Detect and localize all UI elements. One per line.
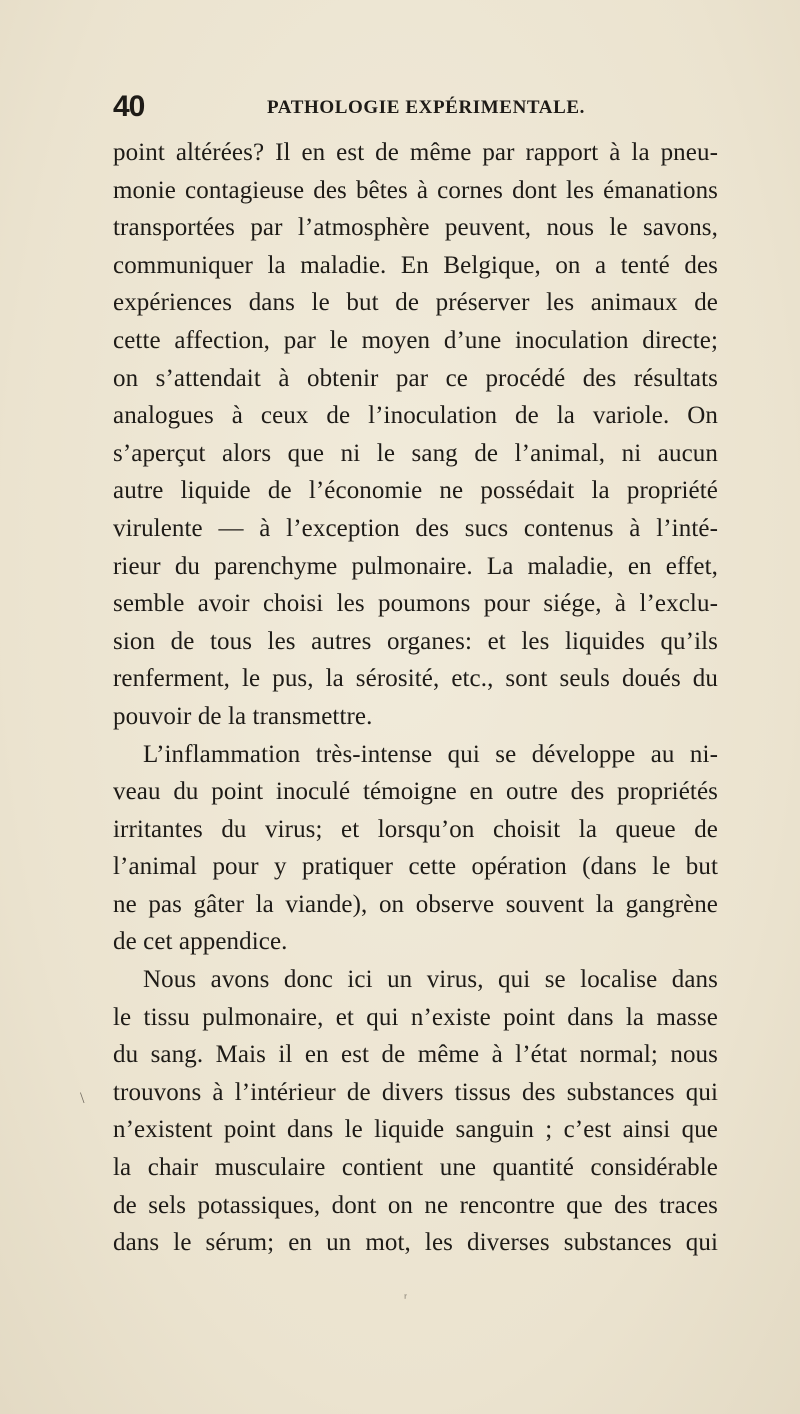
text-line: renferment, le pus, la sérosité, etc., sont seuls doués du xyxy=(113,665,718,693)
text-line: rieur du parenchyme pulmonaire. La maladie, en effet, xyxy=(113,552,718,580)
text-line: trouvons à l’intérieur de divers tissus des substances qui xyxy=(113,1078,718,1106)
text-line: le tissu pulmonaire, et qui n’existe point dans la masse xyxy=(113,1003,718,1031)
text-line: pouvoir de la transmettre. xyxy=(113,702,373,730)
running-title: PATHOLOGIE EXPÉRIMENTALE. xyxy=(267,97,585,118)
margin-speck: \ xyxy=(80,1090,85,1107)
text-line: analogues à ceux de l’inoculation de la variole. On xyxy=(113,402,718,430)
text-line: point altérées? Il en est de même par rapport à la pneu- xyxy=(113,139,718,166)
text-line: la chair musculaire contient une quantité considérable xyxy=(113,1154,718,1182)
text-line: on s’attendait à obtenir par ce procédé des résultats xyxy=(113,364,718,392)
text-line: monie contagieuse des bêtes à cornes dont les émanations xyxy=(113,176,718,204)
text-line: s’aperçut alors que ni le sang de l’animal, ni aucun xyxy=(113,439,718,467)
text-line: sion de tous les autres organes: et les liquides qu’ils xyxy=(113,627,718,655)
bottom-speck: ʳ xyxy=(404,1290,407,1305)
body-text xyxy=(113,134,718,1262)
text-line: Nous avons donc ici un virus, qui se localise dans xyxy=(143,966,718,994)
text-line: dans le sérum; en un mot, les diverses substances qui xyxy=(113,1229,718,1257)
page-number: 40 xyxy=(113,90,145,123)
text-line: expériences dans le but de préserver les animaux de xyxy=(113,289,718,317)
text-line: n’existent point dans le liquide sanguin ; c’est ainsi que xyxy=(113,1116,718,1144)
text-line: de cet appendice. xyxy=(113,928,288,956)
text-line: transportées par l’atmosphère peuvent, nous le savons, xyxy=(113,214,718,242)
text-line: L’inflammation très-intense qui se développe au ni- xyxy=(143,740,718,768)
text-line: semble avoir choisi les poumons pour siége, à l’exclu- xyxy=(113,590,718,618)
text-line: l’animal pour y pratiquer cette opération (dans le but xyxy=(113,853,718,881)
text-line: virulente — à l’exception des sucs contenus à l’inté- xyxy=(113,514,718,542)
text-line: irritantes du virus; et lorsqu’on choisit la queue de xyxy=(113,815,718,843)
text-line: ne pas gâter la viande), on observe souvent la gangrène xyxy=(113,890,718,918)
text-line: communiquer la maladie. En Belgique, on a tenté des xyxy=(113,251,718,279)
text-line: autre liquide de l’économie ne possédait la propriété xyxy=(113,477,718,505)
text-line: du sang. Mais il en est de même à l’état normal; nous xyxy=(113,1041,718,1069)
text-line: cette affection, par le moyen d’une inoculation directe; xyxy=(113,326,718,354)
page-header xyxy=(113,90,718,124)
text-line: veau du point inoculé témoigne en outre des propriétés xyxy=(113,778,718,806)
text-line: de sels potassiques, dont on ne rencontre que des traces xyxy=(113,1191,718,1219)
